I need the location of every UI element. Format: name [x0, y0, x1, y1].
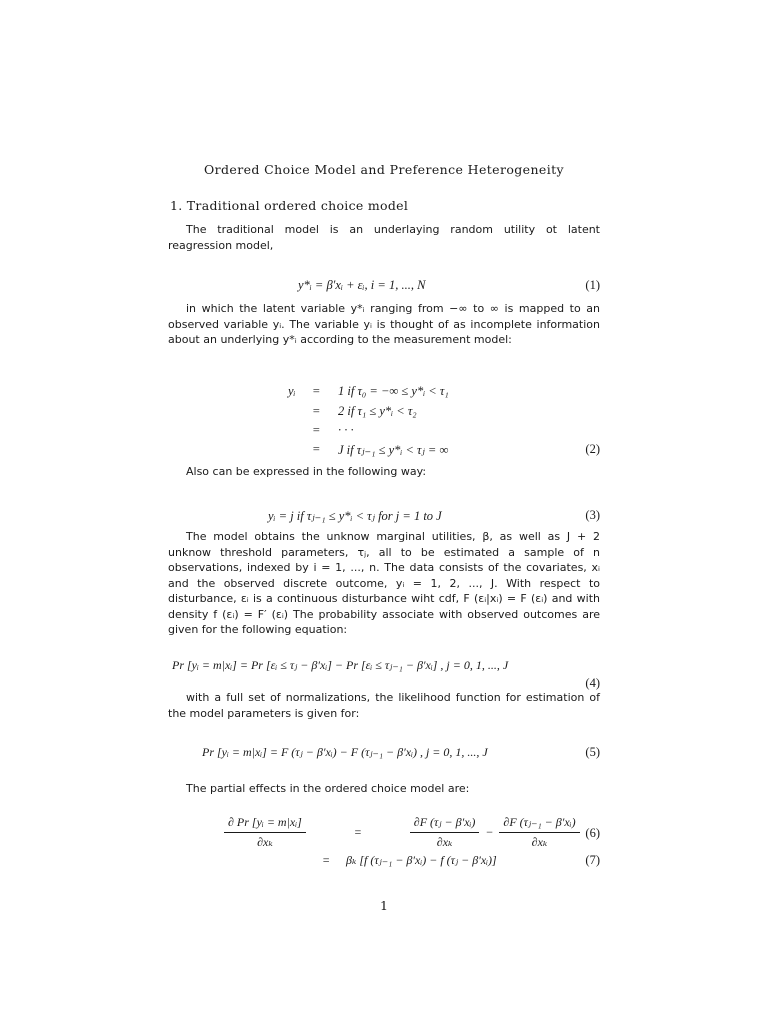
equation-1: y*ᵢ = β′xᵢ + εᵢ, i = 1, ..., N [298, 278, 426, 292]
paragraph-intro: The traditional model is an underlaying random utility ot latent reagression model, [168, 223, 600, 252]
equation-6-term-1-denominator: ∂xₖ [436, 835, 453, 849]
equation-7: βₖ [f (τⱼ₋₁ − β′xᵢ) − f (τⱼ − β′xᵢ)] [346, 853, 497, 867]
page-number: 1 [380, 898, 388, 913]
equation-6-lhs-fraction [224, 815, 306, 850]
equation-2-equals: = [312, 423, 321, 437]
equation-6-lhs-numerator: ∂ Pr [yᵢ = m|xᵢ] [224, 815, 306, 833]
equation-2-equals: = [312, 384, 321, 398]
equation-2-row: J if τⱼ₋₁ ≤ y*ᵢ < τⱼ = ∞ [338, 443, 449, 457]
equation-2-row: 1 if τ₀ = −∞ ≤ y*ᵢ < τ₁ [338, 384, 449, 398]
equation-6-term-2-denominator: ∂xₖ [531, 835, 548, 849]
equation-5-number: (5) [585, 745, 600, 759]
equation-6-term-1-numerator: ∂F (τⱼ − β′xᵢ) [410, 815, 480, 833]
equation-6-lhs-denominator: ∂xₖ [257, 835, 273, 849]
equation-2-row: 2 if τ₁ ≤ y*ᵢ < τ₂ [338, 404, 417, 418]
paper-title: Ordered Choice Model and Preference Heterogeneity [203, 162, 564, 177]
equation-6-equals: = [353, 825, 362, 839]
equation-7-equals: = [322, 853, 331, 867]
equation-2-number: (2) [585, 442, 600, 456]
equation-6-number: (6) [585, 826, 600, 840]
equation-1-number: (1) [585, 278, 600, 292]
equation-6-term-1 [410, 815, 480, 850]
equation-2-equals: = [312, 404, 321, 418]
equation-6-minus: − [485, 825, 494, 839]
equation-6 [224, 815, 580, 850]
equation-5: Pr [yᵢ = m|xᵢ] = F (τⱼ − β′xᵢ) − F (τⱼ₋₁ − β′xᵢ) , j = 0, 1, ..., J [202, 745, 488, 759]
equation-3: yᵢ = j if τⱼ₋₁ ≤ y*ᵢ < τⱼ for j = 1 to J [268, 509, 442, 523]
section-heading: 1. Traditional ordered choice model [170, 198, 409, 213]
equation-2-equals: = [312, 442, 321, 456]
paragraph-model-description: The model obtains the unknow marginal utilities, β, as well as J + 2 unknow threshold parameters, τⱼ, all to be estimated a sample of n observations, indexed by i = 1, ..., n. The data consists of the covariates, xᵢ and the observed discrete outcome, yᵢ = 1, 2, ..., J. With respect to disturbance, εᵢ is a continuous disturbance wiht cdf, F (εᵢ|xᵢ) = F (εᵢ) and with density f (εᵢ) = F′ (εᵢ) The probability associate with observed outcomes are given for the following equation: [168, 530, 600, 636]
equation-4-number: (4) [585, 676, 600, 690]
paragraph-latent-variable: in which the latent variable y*ᵢ ranging from −∞ to ∞ is mapped to an observed variable yᵢ. The variable yᵢ is thought of as incomplete information about an underlying y*ᵢ according to the measurement model: [168, 302, 600, 346]
equation-7-number: (7) [585, 853, 600, 867]
equation-2-row: · · · [338, 423, 354, 437]
equation-6-term-2-numerator: ∂F (τⱼ₋₁ − β′xᵢ) [499, 815, 579, 833]
paragraph-partial-effects: The partial effects in the ordered choice model are: [186, 782, 470, 795]
paragraph-likelihood: with a full set of normalizations, the likelihood function for estimation of the model parameters is given for: [168, 691, 600, 720]
equation-4: Pr [yᵢ = m|xᵢ] = Pr [εᵢ ≤ τⱼ − β′xᵢ] − Pr [εᵢ ≤ τⱼ₋₁ − β′xᵢ] , j = 0, 1, ..., J [172, 658, 509, 672]
paragraph-alternative: Also can be expressed in the following way: [186, 465, 427, 478]
equation-6-term-2 [499, 815, 579, 850]
equation-3-number: (3) [585, 508, 600, 522]
equation-2-lhs: yᵢ [288, 384, 296, 398]
